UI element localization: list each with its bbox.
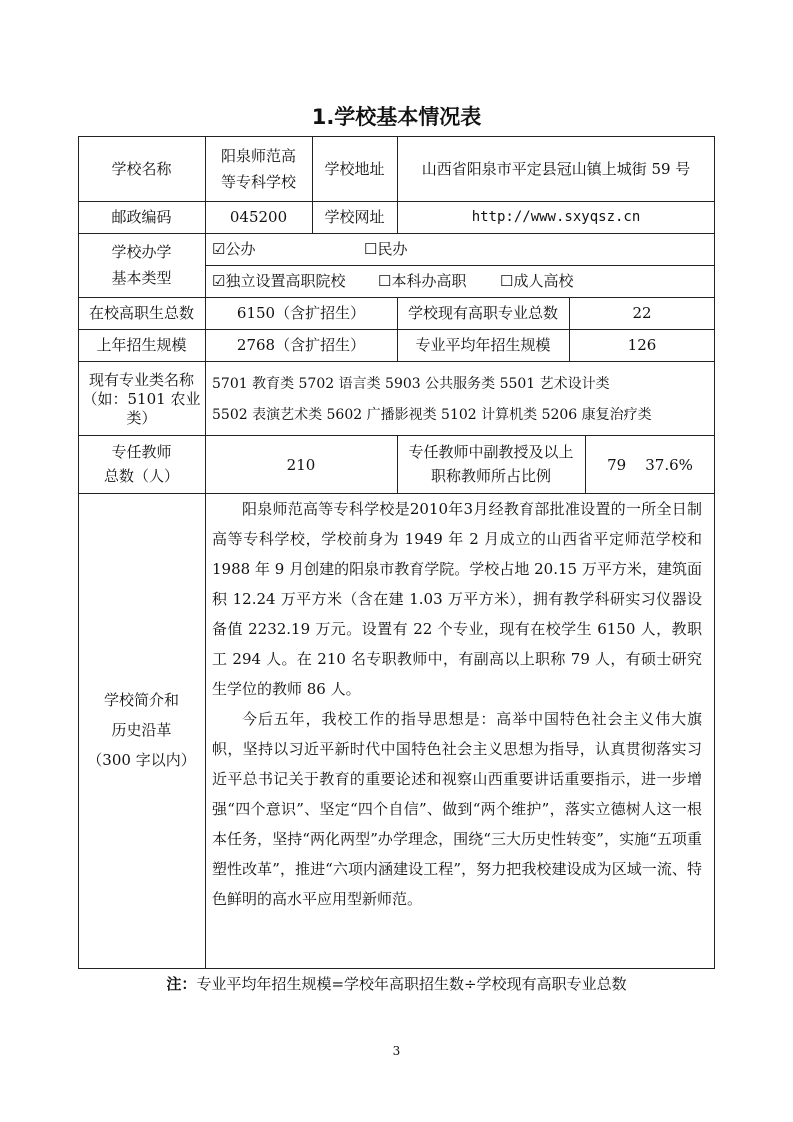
avg-enroll-label: 专业平均年招生规模 — [415, 336, 551, 354]
intro-label-line1: 学校简介和 — [103, 691, 179, 709]
private-checkbox[interactable]: ☐民办 — [364, 240, 408, 258]
ratio-value: 79 37.6% — [607, 456, 693, 474]
intro-label-line2: 历史沿革 — [111, 721, 172, 739]
enroll-label: 上年招生规模 — [96, 336, 187, 354]
postcode-value: 045200 — [229, 208, 288, 226]
page-title: 1.学校基本情况表 — [311, 105, 482, 129]
intro-paragraph-2: 今后五年，我校工作的指导思想是：高举中国特色社会主义伟大旗帜，坚持以习近平新时代中国特色社会主义思想为指导，认真贯彻落实习近平总书记关于教育的重要论述和视察山西重要讲话重要指示，进一步增强“四个意识”、坚定“四个自信”、做到“两个维护”，落实立德树人这一根本任务，坚持“两化两型”办学理念，围绕“三大历史性转变”，实施“五项重塑性改革”，推进“六项内涵建设工程”，努力把我校建设成为区域一流、特色鲜明的高水平应用型新师范。 — [212, 710, 702, 908]
school-address-label: 学校地址 — [324, 160, 385, 178]
school-type-label-line2: 基本类型 — [111, 269, 172, 287]
postcode-label: 邮政编码 — [111, 208, 172, 226]
footnote — [0, 972, 793, 996]
school-name-label: 学校名称 — [111, 160, 172, 178]
footnote-text: 专业平均年招生规模=学校年高职招生数÷学校现有高职专业总数 — [196, 975, 627, 993]
teachers-label-line1: 专任教师 — [111, 443, 172, 461]
website-label: 学校网址 — [324, 208, 385, 226]
school-address-value: 山西省阳泉市平定县冠山镇上城街 59 号 — [421, 160, 691, 178]
students-value: 6150（含扩招生） — [236, 304, 366, 322]
categories-label-line2: （如：5101 农业 — [82, 390, 201, 408]
enroll-value: 2768（含扩招生） — [236, 336, 366, 354]
ratio-label-line1: 专任教师中副教授及以上 — [408, 443, 574, 461]
undergrad-checkbox[interactable]: ☐本科办高职 — [378, 272, 467, 290]
intro-paragraph-1: 阳泉师范高等专科学校是2010年3月经教育部批准设置的一所全日制高等专科学校，学校前身为 1949 年 2 月成立的山西省平定师范学校和 1988 年 9 月创建的阳泉市教育学院。学校占地 20.15 万平方米，建筑面积 12.24 万平方米（含在建 1.03 万平方米），拥有教学科研实习仪器设备值 2232.19 万元。设置有 22 个专业，现有在校学生 6150 人，教职工 294 人。在 210 名专职教师中，有副高以上职称 79 人，有硕士研究生学位的教师 86 人。 — [212, 500, 702, 698]
majors-value: 22 — [632, 304, 652, 322]
avg-enroll-value: 126 — [627, 336, 657, 354]
students-label: 在校高职生总数 — [88, 304, 194, 322]
intro-label-line3: （300 字以内） — [87, 751, 196, 769]
website-value: http://www.sxyqsz.cn — [471, 209, 641, 225]
independent-checkbox[interactable]: ☑独立设置高职院校 — [212, 272, 346, 290]
teachers-value: 210 — [286, 456, 316, 474]
categories-line2: 5502 表演艺术类 5602 广播影视类 5102 计算机类 5206 康复治疗类 — [212, 407, 652, 423]
page-number: 3 — [392, 1044, 401, 1058]
teachers-label-line2: 总数（人） — [103, 467, 179, 485]
school-name-line2: 等专科学校 — [220, 173, 296, 191]
footnote-prefix: 注： — [166, 975, 197, 993]
ratio-label-line2: 职称教师所占比例 — [430, 467, 551, 485]
adult-checkbox[interactable]: ☐成人高校 — [500, 272, 574, 290]
intro-text — [212, 494, 702, 914]
school-type-label-line1: 学校办学 — [111, 243, 172, 261]
majors-label: 学校现有高职专业总数 — [407, 304, 558, 322]
categories-label-line3: 类） — [126, 409, 157, 427]
school-name-line1: 阳泉师范高 — [220, 147, 296, 165]
categories-line1: 5701 教育类 5702 语言类 5903 公共服务类 5501 艺术设计类 — [212, 376, 610, 392]
public-checkbox[interactable]: ☑公办 — [212, 240, 256, 258]
categories-label-line1: 现有专业类名称 — [88, 371, 194, 389]
